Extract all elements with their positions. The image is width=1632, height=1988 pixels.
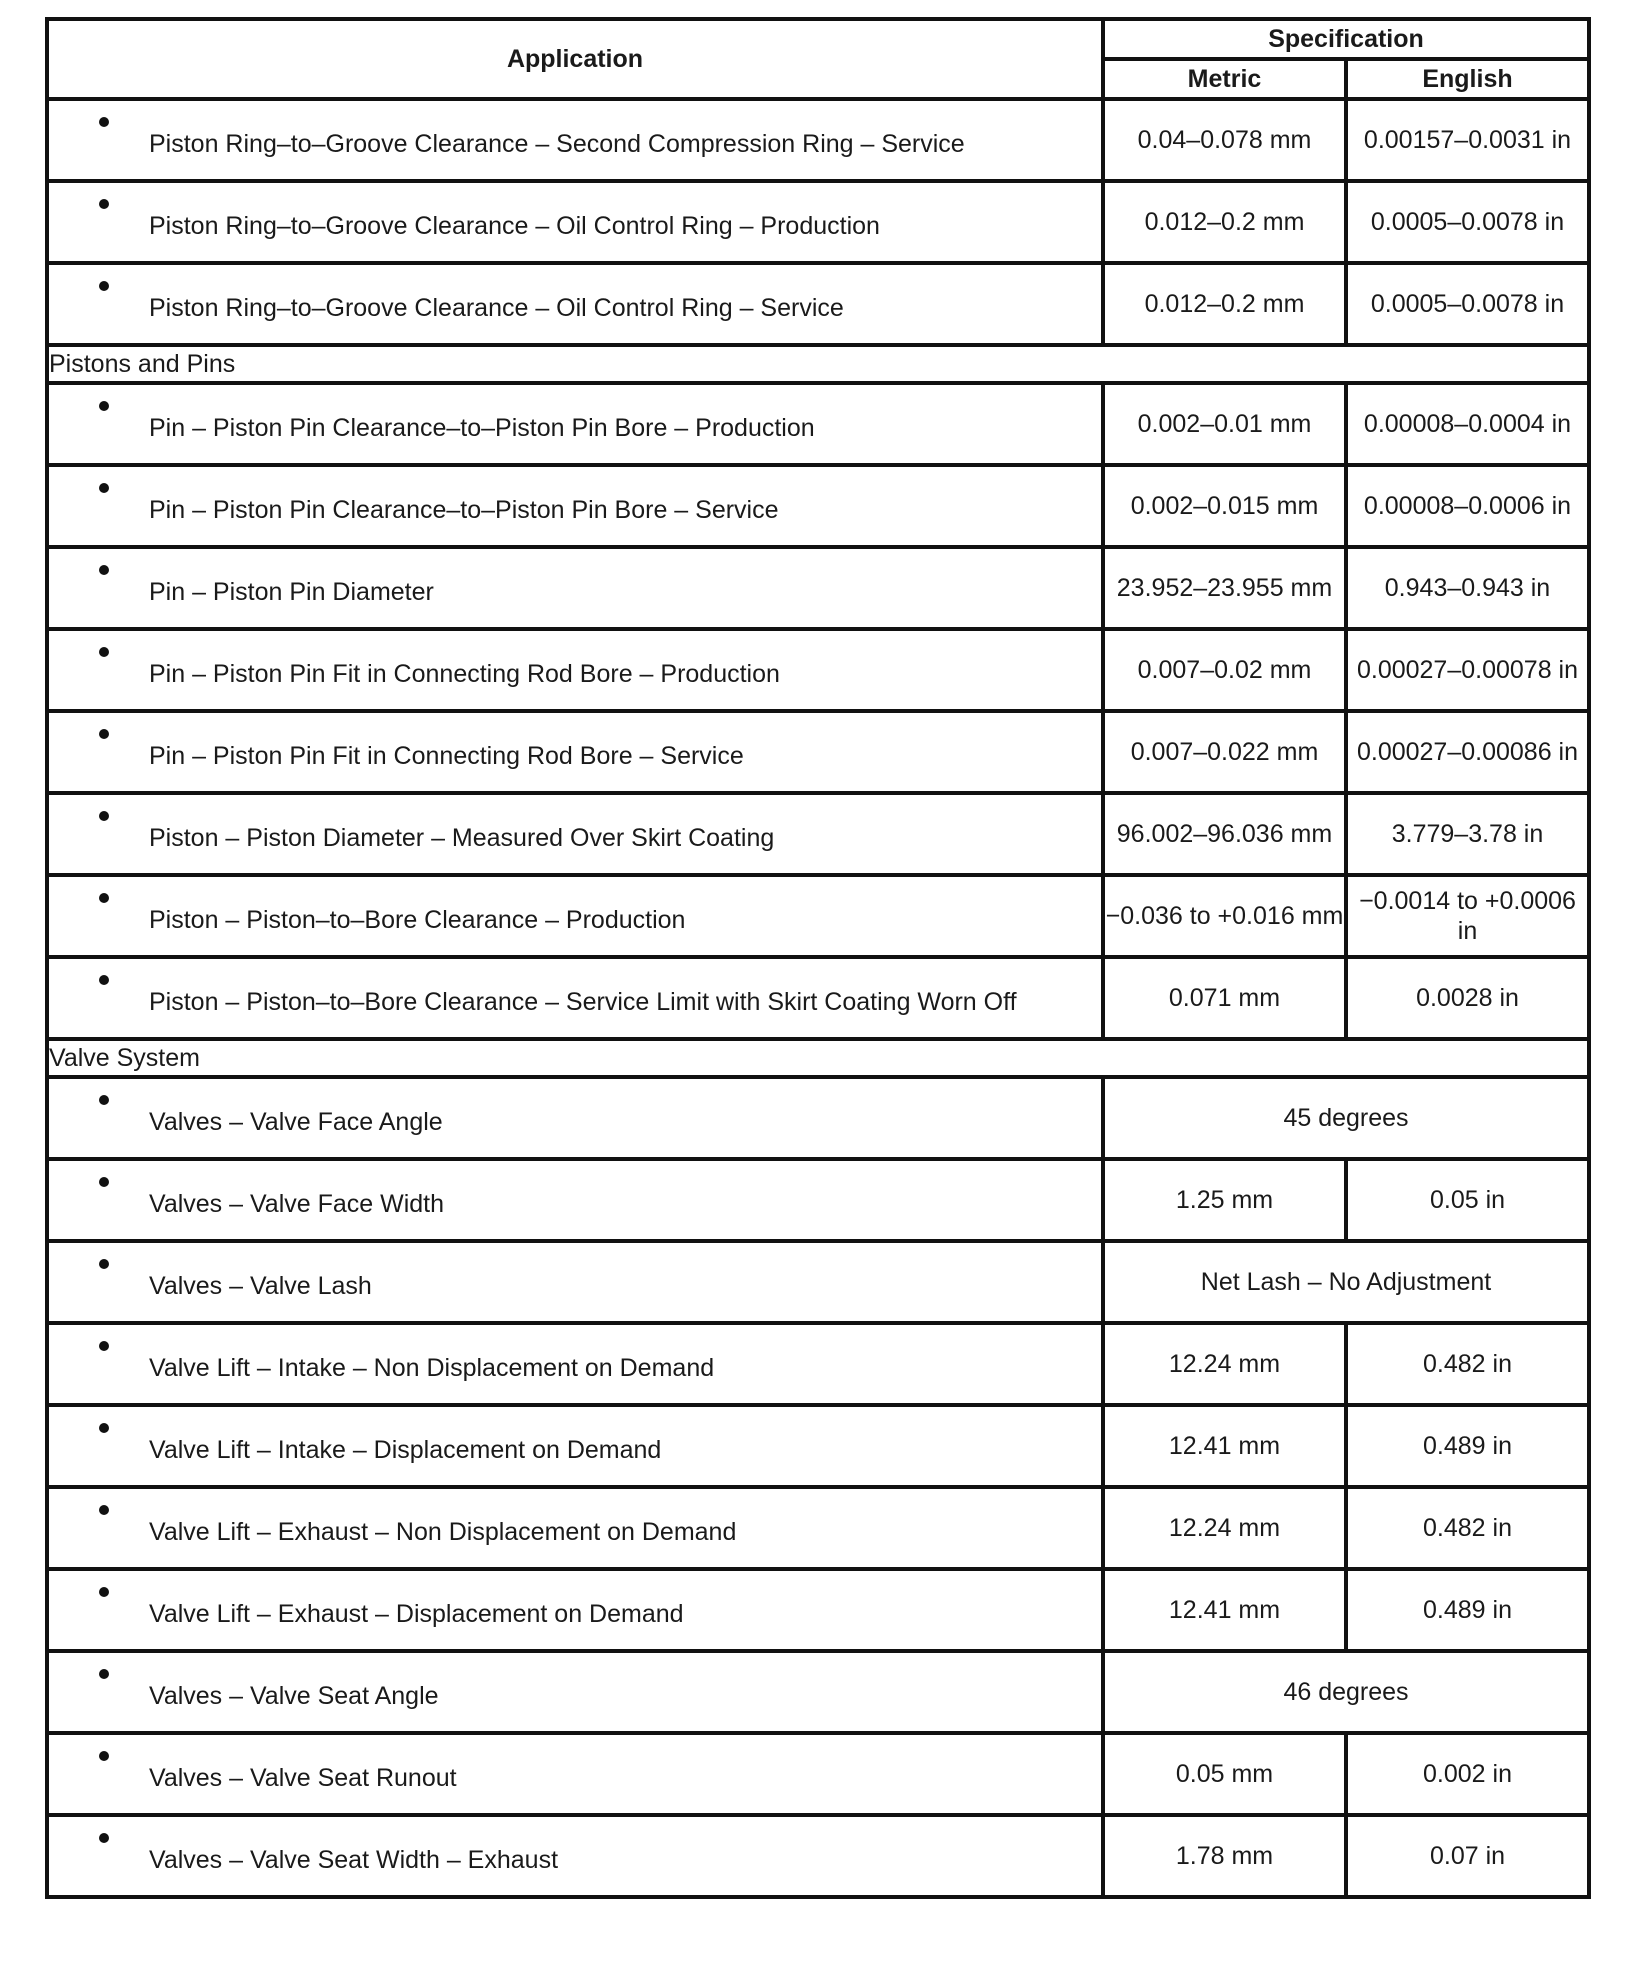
table-row	[47, 1733, 1589, 1815]
metric-value: 0.071 mm	[1103, 957, 1346, 1039]
section-row	[47, 1039, 1589, 1077]
table-row	[47, 465, 1589, 547]
bullet-icon	[99, 117, 109, 127]
table-row	[47, 1651, 1589, 1733]
metric-value: 12.24 mm	[1103, 1323, 1346, 1405]
metric-value: 12.24 mm	[1103, 1487, 1346, 1569]
table-row	[47, 99, 1589, 181]
application-cell	[47, 1405, 1103, 1487]
column-header-specification: Specification	[1103, 19, 1589, 59]
english-value: 0.00008–0.0006 in	[1346, 465, 1589, 547]
specification-value: Net Lash – No Adjustment	[1103, 1241, 1589, 1323]
metric-value: 23.952–23.955 mm	[1103, 547, 1346, 629]
table-row	[47, 957, 1589, 1039]
application-text: Piston Ring–to–Groove Clearance – Oil Control Ring – Service	[149, 294, 844, 322]
section-row	[47, 345, 1589, 383]
table-row	[47, 383, 1589, 465]
bullet-icon	[99, 281, 109, 291]
table-row	[47, 547, 1589, 629]
specification-table	[45, 17, 1591, 1899]
application-text: Valve Lift – Exhaust – Displacement on Demand	[149, 1600, 684, 1628]
application-text: Valves – Valve Seat Runout	[149, 1764, 457, 1792]
english-value: 0.0005–0.0078 in	[1346, 263, 1589, 345]
application-cell	[47, 1487, 1103, 1569]
bullet-icon	[99, 975, 109, 985]
table-row	[47, 629, 1589, 711]
metric-value: 12.41 mm	[1103, 1405, 1346, 1487]
english-value: 0.482 in	[1346, 1323, 1589, 1405]
table-row	[47, 1405, 1589, 1487]
english-value: 0.05 in	[1346, 1159, 1589, 1241]
specification-value: 46 degrees	[1103, 1651, 1589, 1733]
table-row	[47, 1241, 1589, 1323]
table-row	[47, 1569, 1589, 1651]
bullet-icon	[99, 1259, 109, 1269]
english-value: 0.07 in	[1346, 1815, 1589, 1897]
application-cell	[47, 181, 1103, 263]
metric-value: 96.002–96.036 mm	[1103, 793, 1346, 875]
table-row	[47, 263, 1589, 345]
bullet-icon	[99, 647, 109, 657]
table-row	[47, 1159, 1589, 1241]
application-text: Piston – Piston–to–Bore Clearance – Service Limit with Skirt Coating Worn Off	[149, 988, 1017, 1016]
metric-value: 0.012–0.2 mm	[1103, 181, 1346, 263]
application-cell	[47, 1159, 1103, 1241]
english-value: 3.779–3.78 in	[1346, 793, 1589, 875]
application-text: Piston Ring–to–Groove Clearance – Second Compression Ring – Service	[149, 130, 965, 158]
english-value: 0.0028 in	[1346, 957, 1589, 1039]
application-text: Piston – Piston–to–Bore Clearance – Production	[149, 906, 686, 934]
column-header-application: Application	[47, 19, 1103, 99]
application-cell	[47, 1323, 1103, 1405]
application-text: Pin – Piston Pin Clearance–to–Piston Pin Bore – Service	[149, 496, 779, 524]
application-cell	[47, 1241, 1103, 1323]
application-text: Valves – Valve Lash	[149, 1272, 372, 1300]
english-value: 0.00027–0.00078 in	[1346, 629, 1589, 711]
application-cell	[47, 1815, 1103, 1897]
bullet-icon	[99, 1423, 109, 1433]
bullet-icon	[99, 565, 109, 575]
bullet-icon	[99, 1505, 109, 1515]
application-cell	[47, 1077, 1103, 1159]
metric-value: 0.002–0.015 mm	[1103, 465, 1346, 547]
application-text: Pin – Piston Pin Clearance–to–Piston Pin Bore – Production	[149, 414, 815, 442]
table-row	[47, 793, 1589, 875]
spec-table-page	[45, 17, 1587, 1899]
table-row	[47, 875, 1589, 957]
application-text: Valves – Valve Face Width	[149, 1190, 445, 1218]
application-cell	[47, 383, 1103, 465]
metric-value: 0.05 mm	[1103, 1733, 1346, 1815]
application-text: Valves – Valve Seat Width – Exhaust	[149, 1846, 559, 1874]
application-text: Pin – Piston Pin Fit in Connecting Rod Bore – Service	[149, 742, 744, 770]
table-row	[47, 1815, 1589, 1897]
application-cell	[47, 263, 1103, 345]
application-cell	[47, 1651, 1103, 1733]
application-cell	[47, 99, 1103, 181]
english-value: 0.489 in	[1346, 1405, 1589, 1487]
table-row	[47, 1077, 1589, 1159]
application-text: Valve Lift – Intake – Displacement on Demand	[149, 1436, 662, 1464]
english-value: 0.482 in	[1346, 1487, 1589, 1569]
metric-value: 1.78 mm	[1103, 1815, 1346, 1897]
english-value: −0.0014 to +0.0006 in	[1346, 875, 1589, 957]
metric-value: 0.007–0.022 mm	[1103, 711, 1346, 793]
table-row	[47, 1323, 1589, 1405]
table-row	[47, 1487, 1589, 1569]
metric-value: 1.25 mm	[1103, 1159, 1346, 1241]
table-body	[47, 99, 1589, 1897]
application-text: Piston – Piston Diameter – Measured Over Skirt Coating	[149, 824, 775, 852]
application-cell	[47, 1569, 1103, 1651]
english-value: 0.0005–0.0078 in	[1346, 181, 1589, 263]
application-cell	[47, 711, 1103, 793]
bullet-icon	[99, 1833, 109, 1843]
application-text: Piston Ring–to–Groove Clearance – Oil Control Ring – Production	[149, 212, 880, 240]
bullet-icon	[99, 1669, 109, 1679]
application-cell	[47, 629, 1103, 711]
bullet-icon	[99, 1341, 109, 1351]
bullet-icon	[99, 1587, 109, 1597]
specification-value: 45 degrees	[1103, 1077, 1589, 1159]
english-value: 0.943–0.943 in	[1346, 547, 1589, 629]
metric-value: 0.007–0.02 mm	[1103, 629, 1346, 711]
english-value: 0.00027–0.00086 in	[1346, 711, 1589, 793]
application-cell	[47, 875, 1103, 957]
bullet-icon	[99, 729, 109, 739]
application-text: Valves – Valve Face Angle	[149, 1108, 443, 1136]
table-row	[47, 711, 1589, 793]
metric-value: 12.41 mm	[1103, 1569, 1346, 1651]
metric-value: 0.012–0.2 mm	[1103, 263, 1346, 345]
application-cell	[47, 465, 1103, 547]
english-value: 0.00008–0.0004 in	[1346, 383, 1589, 465]
section-title: Valve System	[47, 1039, 1589, 1077]
application-text: Pin – Piston Pin Diameter	[149, 578, 434, 606]
application-cell	[47, 957, 1103, 1039]
bullet-icon	[99, 893, 109, 903]
application-text: Valves – Valve Seat Angle	[149, 1682, 439, 1710]
bullet-icon	[99, 483, 109, 493]
english-value: 0.00157–0.0031 in	[1346, 99, 1589, 181]
bullet-icon	[99, 1751, 109, 1761]
bullet-icon	[99, 199, 109, 209]
metric-value: 0.002–0.01 mm	[1103, 383, 1346, 465]
english-value: 0.002 in	[1346, 1733, 1589, 1815]
table-row	[47, 181, 1589, 263]
section-title: Pistons and Pins	[47, 345, 1589, 383]
application-cell	[47, 547, 1103, 629]
bullet-icon	[99, 401, 109, 411]
application-cell	[47, 793, 1103, 875]
application-text: Valve Lift – Exhaust – Non Displacement on Demand	[149, 1518, 737, 1546]
metric-value: 0.04–0.078 mm	[1103, 99, 1346, 181]
bullet-icon	[99, 1095, 109, 1105]
application-text: Pin – Piston Pin Fit in Connecting Rod Bore – Production	[149, 660, 780, 688]
application-cell	[47, 1733, 1103, 1815]
bullet-icon	[99, 1177, 109, 1187]
english-value: 0.489 in	[1346, 1569, 1589, 1651]
bullet-icon	[99, 811, 109, 821]
metric-value: −0.036 to +0.016 mm	[1103, 875, 1346, 957]
column-header-metric: Metric	[1103, 59, 1346, 99]
application-text: Valve Lift – Intake – Non Displacement on Demand	[149, 1354, 715, 1382]
column-header-english: English	[1346, 59, 1589, 99]
